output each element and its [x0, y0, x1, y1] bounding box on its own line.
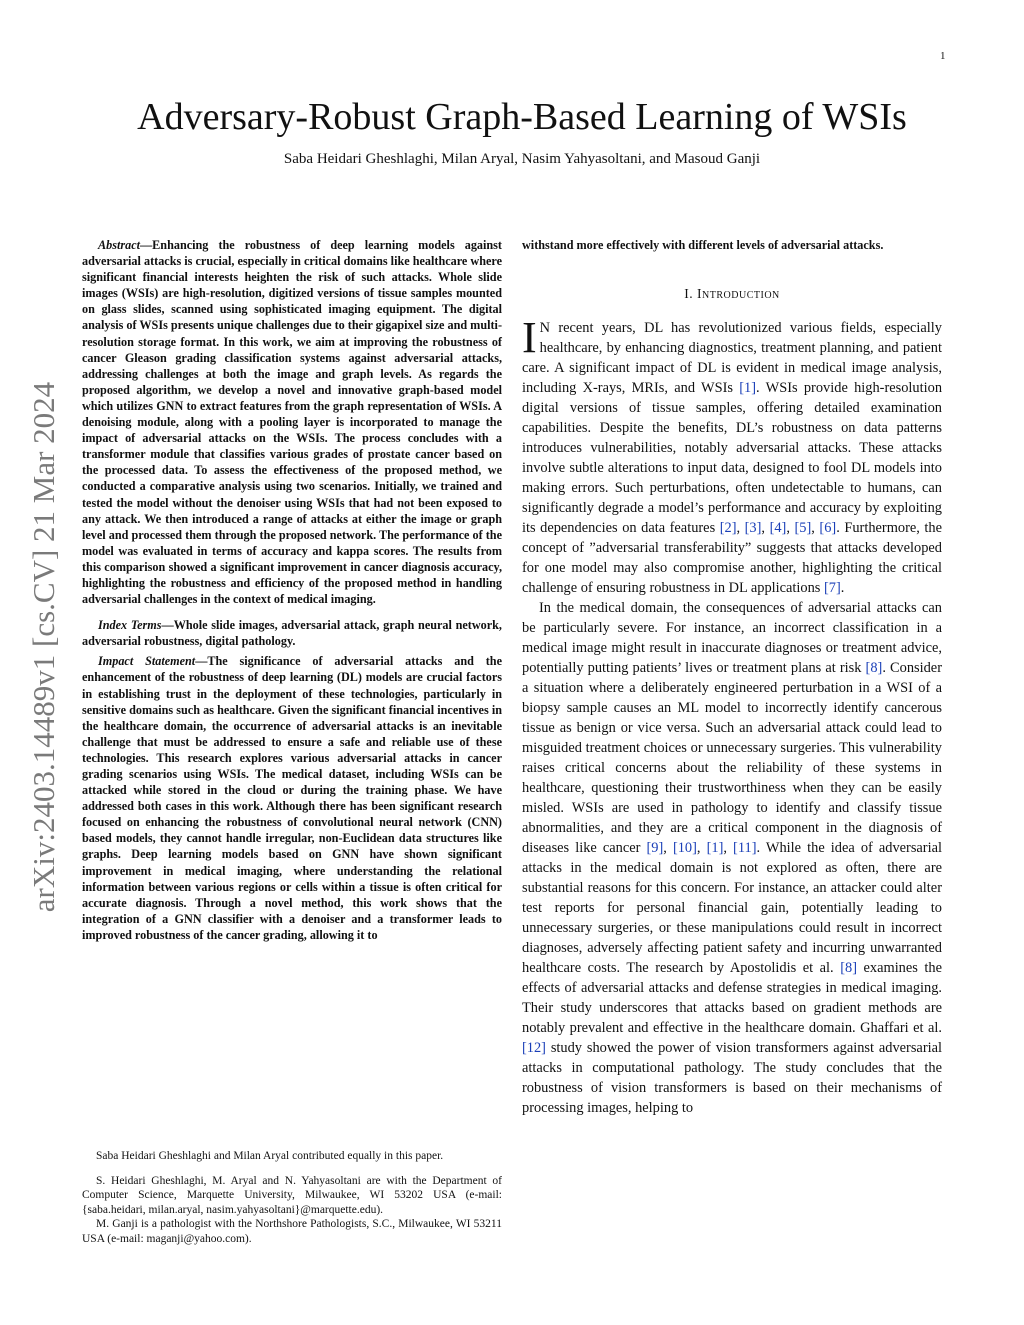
citation-link[interactable]: [6] — [819, 520, 837, 537]
paragraph-text: . — [840, 580, 845, 597]
index-terms-label: Index Terms — [98, 618, 162, 633]
arxiv-identifier: arXiv:2403.14489v1 [cs.CV] 21 Mar 2024 — [26, 381, 61, 913]
citation-link[interactable]: [8] — [840, 960, 857, 977]
footnote-affiliation-northshore: M. Ganji is a pathologist with the Northshore Pathologists, S.C., Milwaukee, WI 53211 USA (e-mail: maganji@yahoo.com). — [82, 1218, 502, 1245]
paragraph-text: study showed the power of vision transformers against adversarial attacks in computational pathology. The study concludes that the robustness of vision transformers is based on their mechanisms of processing images, helping to — [522, 1040, 942, 1117]
footnote-affiliation-marquette: S. Heidari Gheshlaghi, M. Aryal and N. Yahyasoltani are with the Department of Computer Science, Marquette University, Milwaukee, WI 53202 USA (e-mail: {saba.heidari, milan.aryal, nasim.yahyasoltani}@marquette.edu). — [82, 1174, 502, 1216]
citation-link[interactable]: [1] — [739, 380, 757, 397]
author-list: Saba Heidari Gheshlaghi, Milan Aryal, Nasim Yahyasoltani, and Masoud Ganji — [283, 151, 761, 167]
paragraph-text: examines the effects of adversarial attacks and defense strategies in medical imaging. Their study underscores that attacks based on gradient methods are notably prevalent and effective in the healthcare domain. Ghaffari et al. — [522, 960, 942, 1037]
impact-statement-label: Impact Statement — [98, 654, 196, 669]
paragraph-text: , — [723, 840, 734, 857]
citation-link[interactable]: [10] — [672, 840, 697, 857]
index-terms — [82, 617, 502, 649]
paragraph-text: , — [663, 840, 673, 857]
impact-statement-text: —The significance of adversarial attacks and the enhancement of the robustness of deep learning (DL) models are crucial factors in establishing trust in the deployment of these technologies, particularly in sensitive domains such as healthcare. Given the significant financial incentives in the healthcare domain, the occurrence of adversarial attacks is an inevitable challenge that must be addressed to ensure a safe and reliable use of these technologies. This research explores various adversarial attacks in cancer grading scenarios using WSIs. The medical dataset, including WSIs can be attacked while stored in the cloud or during the training phase. We have addressed both cases in this work. Although there has been significant research focused on enhancing the robustness of convolutional neural network (CNN) based models, they cannot handle irregular, non-Euclidean data structures like graphs. Deep learning models based on GNN have shown significant improvement in medical imaging, where understanding the relational information between various regions or cells within a tissue is often critical for accurate diagnosis. Through a novel method, this work shows that the integration of a GNN classifier with a denoiser and a transformer leads to improved robustness of the cancer grading, allowing it to — [82, 654, 502, 942]
paragraph-text: , — [811, 520, 820, 537]
introduction-paragraph-1 — [522, 313, 943, 598]
citation-link[interactable]: [12] — [522, 1040, 546, 1057]
citation-link[interactable]: [7] — [824, 580, 841, 597]
paragraph-text: , — [696, 840, 707, 857]
left-column — [82, 237, 502, 943]
citation-link[interactable]: [11] — [733, 840, 757, 857]
paragraph-text: , — [761, 520, 770, 537]
citation-link[interactable]: [3] — [744, 520, 762, 537]
citation-link[interactable]: [5] — [794, 520, 812, 537]
impact-statement-continuation: withstand more effectively with different levels of adversarial attacks. — [522, 238, 884, 252]
paper-title: Adversary-Robust Graph-Based Learning of WSIs — [137, 96, 907, 138]
right-column — [522, 237, 942, 1118]
impact-statement — [82, 653, 502, 943]
page-number: 1 — [940, 50, 946, 62]
citation-link[interactable]: [8] — [865, 660, 883, 677]
section-heading-introduction: I. Introduction — [684, 286, 780, 302]
paragraph-text: N recent years, DL has revolutionized various fields, especially healthcare, by enhancing diagnostics, treatment planning, and patient care. A significant impact of DL is evident in medical image analysis, including X-rays, MRIs, and WSIs — [522, 320, 942, 397]
paragraph-text: . While the idea of adversarial attacks in the medical domain is not explored as often, there are substantial reasons for this concern. For instance, an attacker could alter test reports for personal financial gain, potentially leading to unnecessary surgeries, or these manipulations could result in incorrect diagnoses, adversely affecting patient safety and incurring unwarranted healthcare costs. The research by Apostolidis et al. — [522, 840, 942, 977]
index-terms-text: —Whole slide images, adversarial attack, graph neural network, adversarial robustness, digital pathology. — [82, 618, 502, 649]
abstract-text: —Enhancing the robustness of deep learning models against adversarial attacks is crucial, especially in critical domains like healthcare where significant financial interests heighten the risk of such attacks. Whole slide images (WSIs) are high-resolution, digitized versions of tissue samples mounted on glass slides, scanned using sophisticated imaging equipment. The digital analysis of WSIs presents unique challenges due to their gigapixel size and multi-resolution storage format. In this work, we aim at improving the robustness of cancer Gleason grading classification systems against adversarial attacks, addressing challenges at both the image and graph levels. As regards the proposed algorithm, we develop a novel and innovative graph-based model which utilizes GNN to extract features from the graph representation of WSIs. A denoising module, along with a pooling layer is incorporated to manage the impact of adversarial attacks on the WSIs. The process concludes with a transformer module that classifies various grades of prostate cancer based on the processed data. To assess the effectiveness of the proposed method, we conducted a comparative analysis using two scenarios. Initially, we trained and tested the model without the denoiser using WSIs that had not been exposed to any attack. We then introduced a range of attacks at either the image or graph level and processed them through the proposed network. The performance of the model was evaluated in terms of accuracy and kappa scores. The results from this comparison showed a significant improvement in cancer diagnosis accuracy, highlighting the robustness and efficiency of the proposed method in handling adversarial challenges in the context of medical imaging. — [82, 238, 502, 607]
footnote-equal-contribution: Saba Heidari Gheshlaghi and Milan Aryal contributed equally in this paper. — [96, 1150, 444, 1162]
paragraph-text: . Consider a situation where a deliberately engineered perturbation in a WSI of a biopsy sample causes an ML model to incorrectly identify cancerous tissue as benign or vice versa. Such an adversarial attack could lead to misguided treatment choices or unnecessary surgeries. This vulnerability raises critical concerns about the reliability of these systems in healthcare, questioning their trustworthiness when they can be easily misled. WSIs are used in pathology to identify and classify tissue abnormalities, and they are a critical component in the diagnosis of diseases like cancer — [522, 660, 942, 857]
paragraph-text: , — [736, 520, 745, 537]
introduction-paragraph-2 — [522, 598, 942, 1118]
paragraph-text: , — [786, 520, 795, 537]
citation-link[interactable]: [9] — [646, 840, 664, 857]
abstract — [82, 237, 502, 607]
citation-link[interactable]: [4] — [769, 520, 787, 537]
footnotes — [82, 1149, 502, 1247]
citation-link[interactable]: [2] — [719, 520, 737, 537]
citation-link[interactable]: [1] — [706, 840, 724, 857]
paragraph-text: . Furthermore, the concept of ”adversarial transferability” suggests that attacks developed for one model may also compromise another, highlighting the critical challenge of ensuring robustness in DL applications — [522, 520, 942, 597]
drop-cap-letter: I — [522, 313, 537, 363]
paragraph-text: . WSIs provide high-resolution digital versions of tissue samples, offering detailed examination capabilities. Despite the benefits, DL’s robustness on data patterns introduces vulnerabilities, notably adversarial attacks. These attacks involve subtle alterations to input data, designed to fool DL models into making errors. Such perturbations, often undetectable to humans, can significantly degrade a model’s performance and accuracy by exploiting its dependencies on data features — [522, 380, 943, 537]
abstract-label: Abstract — [98, 238, 140, 252]
paragraph-text: In the medical domain, the consequences of adversarial attacks can be particularly severe. For instance, an incorrect classification in a medical image might result in inaccurate diagnoses or treatment advice, potentially putting patients’ lives or treatment plans at risk — [522, 600, 942, 677]
